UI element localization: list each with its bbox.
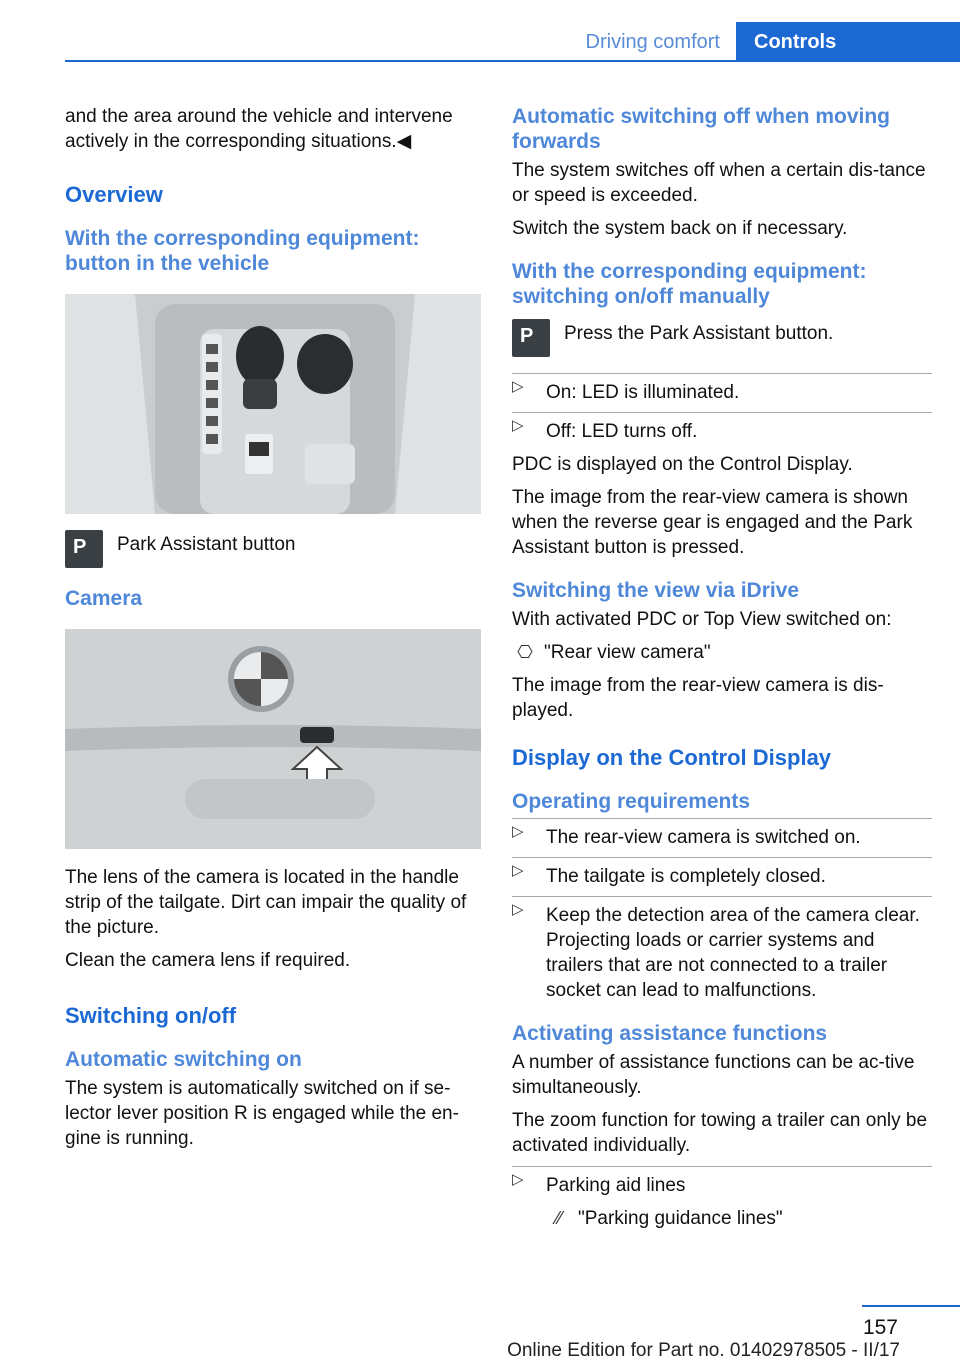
rear-camera-icon: ⎔ (517, 642, 533, 662)
list-item: ▷ On: LED is illuminated. (512, 373, 932, 405)
press-button-text: Press the Park Assistant button. (564, 323, 834, 344)
heading-auto-off: Automatic switching off when moving forwards (512, 105, 890, 153)
auto-off-text-2: Switch the system back on if necessary. (512, 218, 848, 239)
guidance-label: "Parking guidance lines" (578, 1208, 783, 1229)
heading-idrive: Switching the view via iDrive (512, 579, 800, 602)
header-tab-controls[interactable]: Controls (736, 22, 960, 62)
right-column (512, 104, 932, 1239)
rear-view-label: "Rear view camera" (544, 642, 711, 663)
list-item: ▷ The tailgate is completely closed. (512, 857, 932, 889)
rear-view-row (512, 640, 932, 665)
displayed-text: The image from the rear-view camera is dis‐played. (512, 675, 884, 721)
park-assistant-caption-row (65, 530, 481, 568)
idrive-text: With activated PDC or Top View switched on: (512, 609, 892, 630)
heading-equipment-button: With the corresponding equipment: button in the vehicle (65, 227, 420, 275)
heading-overview: Overview (65, 182, 163, 207)
requirements-list (512, 818, 932, 1003)
tailgate-camera-image (65, 629, 481, 849)
heading-requirements: Operating requirements (512, 790, 751, 813)
center-console-image (65, 294, 481, 514)
header-section[interactable]: Driving comfort (585, 31, 720, 53)
park-assistant-caption: Park Assistant button (117, 534, 296, 555)
heading-switching: Switching on/off (65, 1003, 237, 1028)
camera-text-1: The lens of the camera is located in the handle strip of the tailgate. Dirt can impair the quality of the picture. (65, 867, 467, 938)
edition-text: Online Edition for Part no. 01402978505 - II/17 (507, 1340, 900, 1361)
park-assistant-icon: P (512, 319, 550, 357)
pdc-text: PDC is displayed on the Control Display. (512, 454, 853, 475)
list-item: ▷ The rear-view camera is switched on. (512, 818, 932, 850)
list-item: ▷ Keep the detection area of the camera clear. Projecting loads or carrier systems and trailers that are not connected to a trailer socket can lead to malfunctions. (512, 896, 932, 1003)
heading-assist: Activating assistance functions (512, 1022, 828, 1045)
heading-manual: With the corresponding equipment: switching on/off manually (512, 260, 867, 308)
parking-lines-icon: ⁄⁄ (555, 1208, 562, 1228)
assist-list (512, 1166, 932, 1198)
heading-camera: Camera (65, 587, 143, 610)
list-item: ▷ Parking aid lines (512, 1166, 932, 1198)
list-item: ▷ Off: LED turns off. (512, 412, 932, 444)
assist-text-1: A number of assistance functions can be ac‐tive simultaneously. (512, 1052, 915, 1098)
heading-auto-on: Automatic switching on (65, 1048, 302, 1071)
led-list (512, 373, 932, 444)
auto-off-text-1: The system switches off when a certain dis‐tance or speed is exceeded. (512, 160, 926, 206)
footer-rule (862, 1305, 960, 1307)
left-column (65, 104, 481, 1159)
press-button-row (512, 319, 932, 357)
camera-text-2: Clean the camera lens if required. (65, 950, 351, 971)
auto-on-text: The system is automatically switched on if se‐lector lever position R is engaged while the en‐gine is running. (65, 1078, 459, 1149)
page-number: 157 (862, 1316, 898, 1339)
guidance-row (512, 1206, 932, 1231)
assist-text-2: The zoom function for towing a trailer can only be activated individually. (512, 1110, 928, 1156)
intro-text: and the area around the vehicle and intervene actively in the corresponding situations.◀ (65, 106, 453, 152)
image-text: The image from the rear-view camera is shown when the reverse gear is engaged and the Park Assistant button is pressed. (512, 487, 913, 558)
heading-display: Display on the Control Display (512, 745, 832, 770)
park-assistant-icon: P (65, 530, 103, 568)
